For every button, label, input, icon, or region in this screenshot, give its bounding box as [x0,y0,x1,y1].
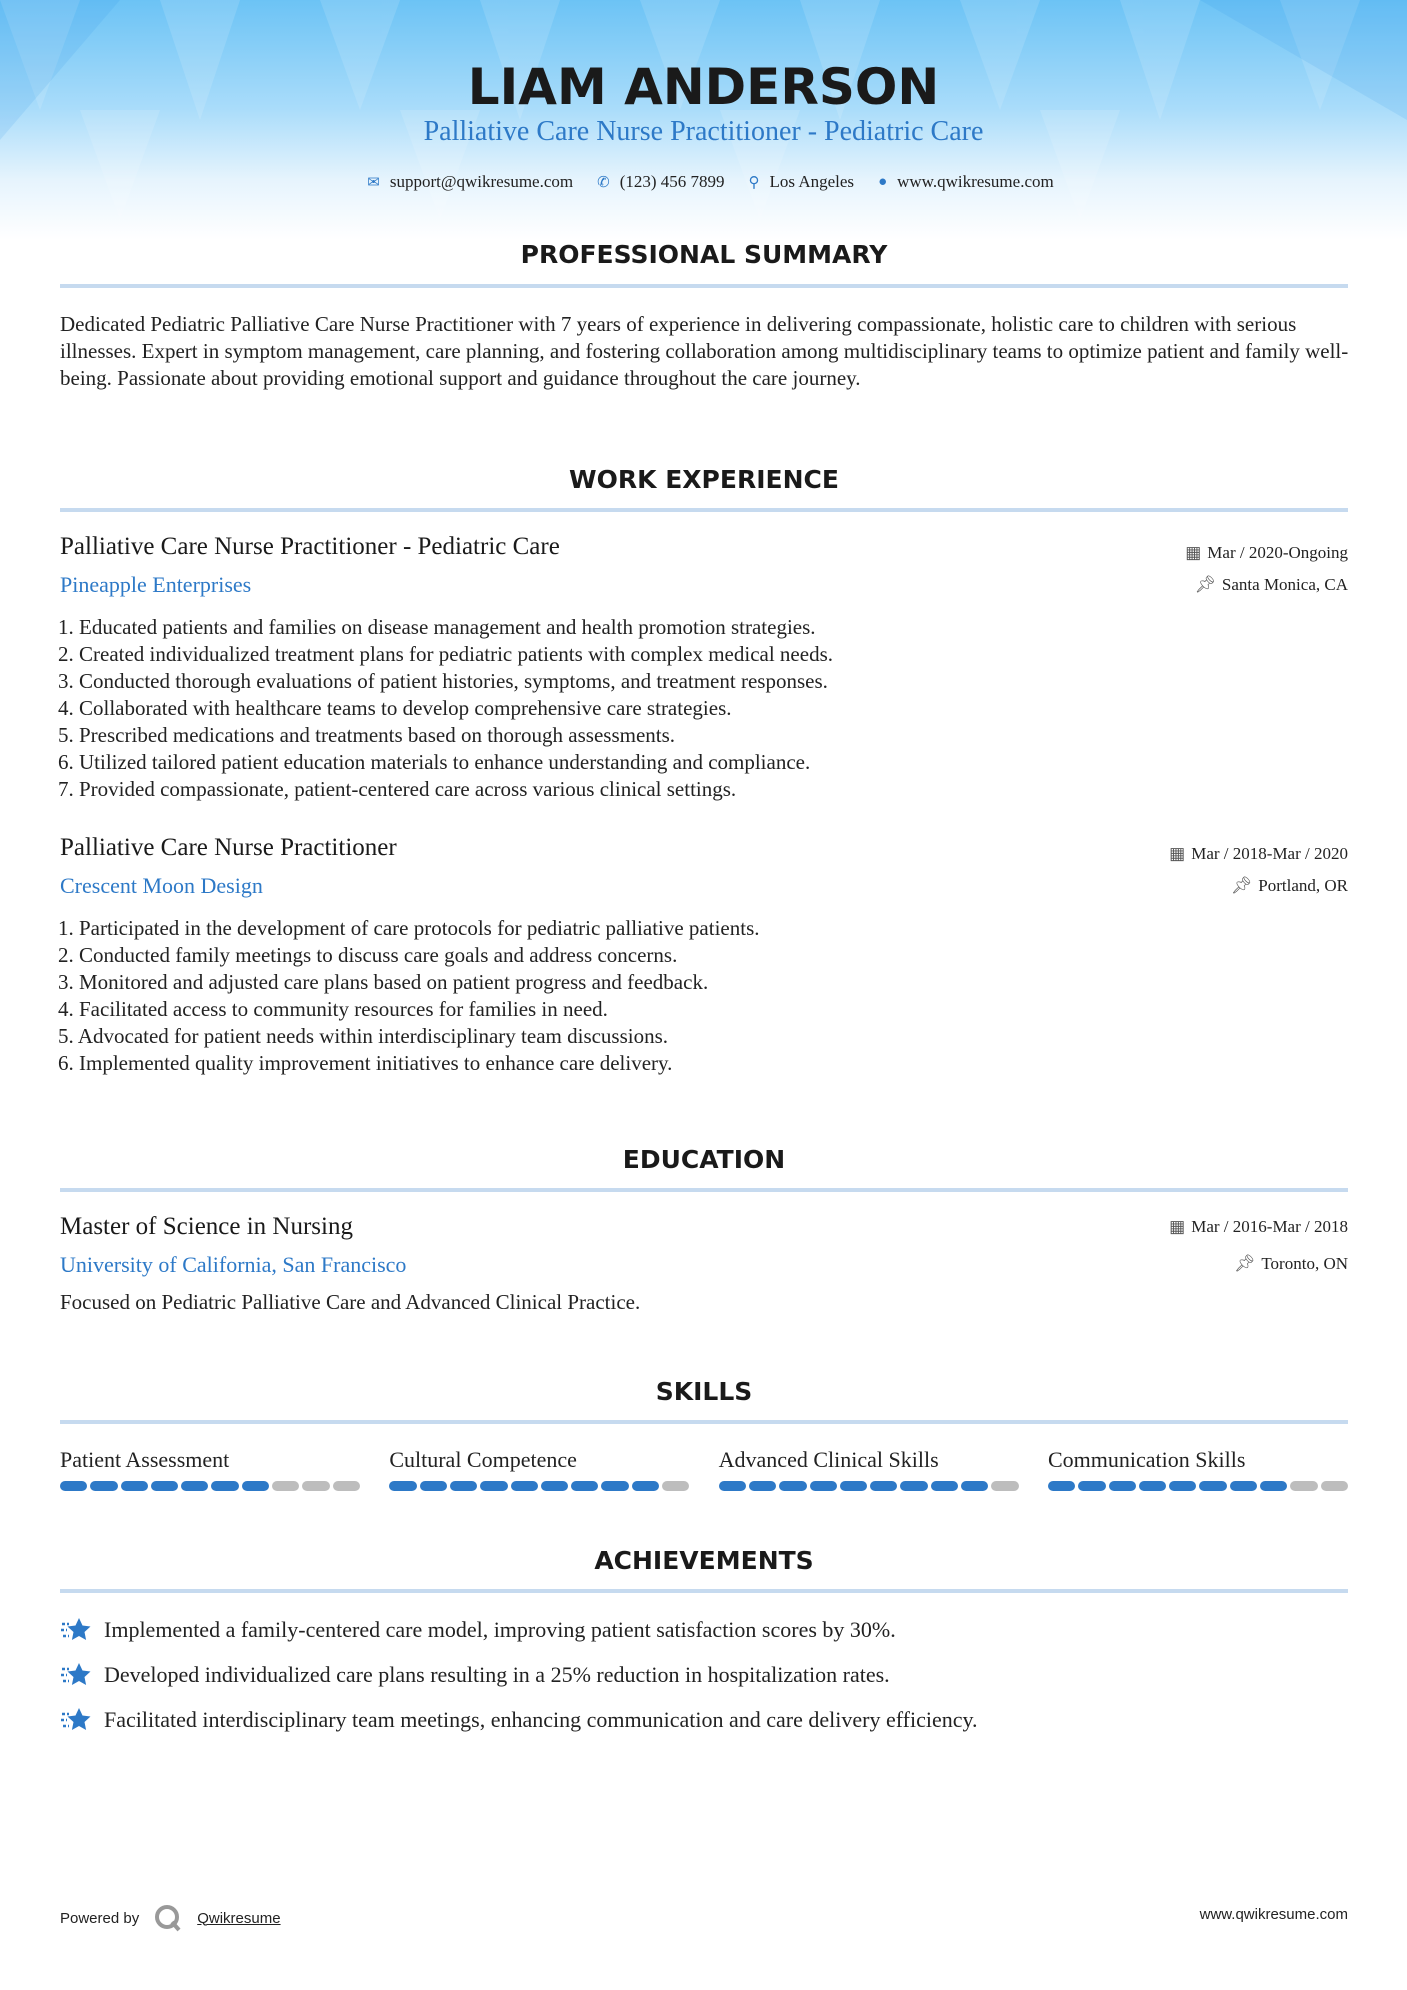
skill-dot [541,1481,568,1491]
divider [60,284,1348,288]
calendar-icon: ▦ [1169,1217,1186,1236]
contact-email[interactable]: support@qwikresume.com [389,172,574,191]
skill-dot [662,1481,689,1491]
achievement-text: Facilitated interdisciplinary team meetings, enhancing communication and care delivery efficiency. [104,1707,978,1732]
list-item: 7. Provided compassionate, patient-centered care across various clinical settings. [58,777,737,801]
footer-url[interactable]: www.qwikresume.com [1199,1906,1348,1923]
skill-dot [840,1481,867,1491]
skill-level-bar [719,1481,1019,1491]
skill-name: Communication Skills [1047,1447,1246,1472]
skill-dot [749,1481,776,1491]
skill-dot [931,1481,958,1491]
skill-name: Advanced Clinical Skills [718,1447,939,1472]
skill-dot [870,1481,897,1491]
phone-icon: ✆ [597,174,610,191]
skill-item [60,1447,360,1491]
skill-dot [389,1481,416,1491]
job-bullets-1 [58,614,833,803]
location-text: Toronto, ON [1261,1254,1348,1273]
calendar-icon: ▦ [1185,543,1202,562]
skill-dot [961,1481,988,1491]
skill-dot [779,1481,806,1491]
skill-dot [991,1481,1018,1491]
divider [60,1589,1348,1593]
skill-dot [272,1481,299,1491]
skill-dot [480,1481,507,1491]
achievement-item [60,1660,890,1690]
school: University of California, San Francisco [60,1252,407,1277]
skill-dot [1048,1481,1075,1491]
divider [60,508,1348,512]
skill-dot [302,1481,329,1491]
contact-website[interactable]: www.qwikresume.com [897,172,1054,191]
education-description: Focused on Pediatric Palliative Care and Advanced Clinical Practice. [60,1290,641,1314]
skill-dot [1199,1481,1226,1491]
summary-text: Dedicated Pediatric Palliative Care Nurse Practitioner with 7 years of experience in delivering compassionate, holistic care to children with serious illnesses. Expert in symptom management, care planning, and fostering collaboration among multidisciplinary teams to optimize patient and family well-being. Passionate about providing emotional support and guidance throughout the care journey. [60,312,1349,390]
skill-dot [810,1481,837,1491]
date-text: Mar / 2016-Mar / 2018 [1191,1217,1348,1236]
candidate-name: LIAM ANDERSON [467,58,940,116]
skill-dot [1169,1481,1196,1491]
pin-icon: 📌︎ [1194,575,1216,594]
star-icon [60,1705,92,1735]
calendar-icon: ▦ [1169,844,1186,863]
section-heading-education: EDUCATION [622,1145,786,1174]
list-item: 2. Conducted family meetings to discuss care goals and address concerns. [58,943,678,967]
star-icon [60,1660,92,1690]
envelope-icon: ✉ [367,174,380,191]
divider [60,1188,1348,1192]
skill-dot [1321,1481,1348,1491]
skills-list [60,1447,1348,1491]
job-title-2: Palliative Care Nurse Practitioner [60,834,397,861]
location-text: Santa Monica, CA [1221,575,1348,594]
job-title-1: Palliative Care Nurse Practitioner - Pediatric Care [60,533,560,560]
list-item: 4. Collaborated with healthcare teams to develop comprehensive care strategies. [58,696,732,720]
job-title: Palliative Care Nurse Practitioner - Pediatric Care [423,116,984,147]
section-heading-skills: SKILLS [655,1377,753,1406]
qwikresume-logo-icon [153,1903,183,1933]
skill-dot [1139,1481,1166,1491]
list-item: 5. Prescribed medications and treatments based on thorough assessments. [58,723,676,747]
skill-dot [450,1481,477,1491]
skill-dot [900,1481,927,1491]
job-date-1 [1185,543,1348,563]
skill-dot [601,1481,628,1491]
list-item: 4. Facilitated access to community resources for families in need. [58,997,608,1021]
skill-level-bar [1048,1481,1348,1491]
contact-phone: (123) 456 7899 [619,172,725,191]
education-location [1234,1254,1348,1274]
skill-dot [60,1481,87,1491]
skill-dot [511,1481,538,1491]
skill-dot [1109,1481,1136,1491]
job-location-1 [1194,575,1348,595]
skill-dot [1078,1481,1105,1491]
skill-dot [181,1481,208,1491]
location-text: Portland, OR [1258,876,1348,895]
skill-dot [1230,1481,1257,1491]
date-text: Mar / 2018-Mar / 2020 [1191,844,1348,863]
skill-dot [632,1481,659,1491]
list-item: 1. Educated patients and families on disease management and health promotion strategies. [58,615,816,639]
brand-link[interactable]: Qwikresume [197,1909,281,1927]
section-heading-work: WORK EXPERIENCE [569,465,839,494]
contact-location: Los Angeles [769,172,855,191]
section-heading-achievements: ACHIEVEMENTS [594,1546,814,1575]
list-item: 6. Implemented quality improvement initiatives to enhance care delivery. [58,1051,673,1075]
skill-name: Patient Assessment [60,1447,230,1472]
job-date-2 [1169,844,1348,864]
skill-item [719,1447,1019,1491]
skill-level-bar [60,1481,360,1491]
powered-by-label: Powered by [60,1909,140,1927]
contact-info [0,172,1407,192]
job-bullets-2 [58,915,760,1077]
skill-dot [333,1481,360,1491]
skill-dot [420,1481,447,1491]
skill-dot [211,1481,238,1491]
list-item: 5. Advocated for patient needs within interdisciplinary team discussions. [58,1024,669,1048]
skill-item [1048,1447,1348,1491]
skill-item [389,1447,689,1491]
skill-dot [151,1481,178,1491]
achievement-text: Implemented a family-centered care model, improving patient satisfaction scores by 30%. [104,1617,896,1642]
education-date [1169,1217,1348,1237]
achievement-text: Developed individualized care plans resulting in a 25% reduction in hospitalization rates. [104,1662,890,1687]
list-item: 3. Monitored and adjusted care plans based on patient progress and feedback. [58,970,709,994]
skill-dot [121,1481,148,1491]
map-marker-icon: ⚲ [748,174,760,191]
skill-dot [1290,1481,1317,1491]
skill-dot [1260,1481,1287,1491]
achievement-item [60,1705,978,1735]
pin-icon: 📌︎ [1233,1254,1256,1273]
job-location-2 [1231,876,1348,896]
star-icon [60,1615,92,1645]
section-heading-summary: PROFESSIONAL SUMMARY [520,240,888,269]
skill-dot [242,1481,269,1491]
divider [60,1420,1348,1424]
skill-level-bar [389,1481,689,1491]
skill-name: Cultural Competence [389,1447,577,1472]
list-item: 6. Utilized tailored patient education materials to enhance understanding and compliance. [58,750,811,774]
date-text: Mar / 2020-Ongoing [1207,543,1348,562]
footer-powered [60,1903,281,1933]
globe-icon: ● [878,173,888,190]
list-item: 2. Created individualized treatment plans for pediatric patients with complex medical needs. [58,642,833,666]
degree: Master of Science in Nursing [60,1213,353,1240]
list-item: 3. Conducted thorough evaluations of patient histories, symptoms, and treatment responses. [58,669,828,693]
company-1: Pineapple Enterprises [60,572,252,597]
list-item: 1. Participated in the development of care protocols for pediatric palliative patients. [58,916,760,940]
skill-dot [719,1481,746,1491]
achievement-item [60,1615,896,1645]
skill-dot [90,1481,117,1491]
company-2: Crescent Moon Design [60,873,263,898]
pin-icon: 📌︎ [1230,876,1253,895]
skill-dot [571,1481,598,1491]
